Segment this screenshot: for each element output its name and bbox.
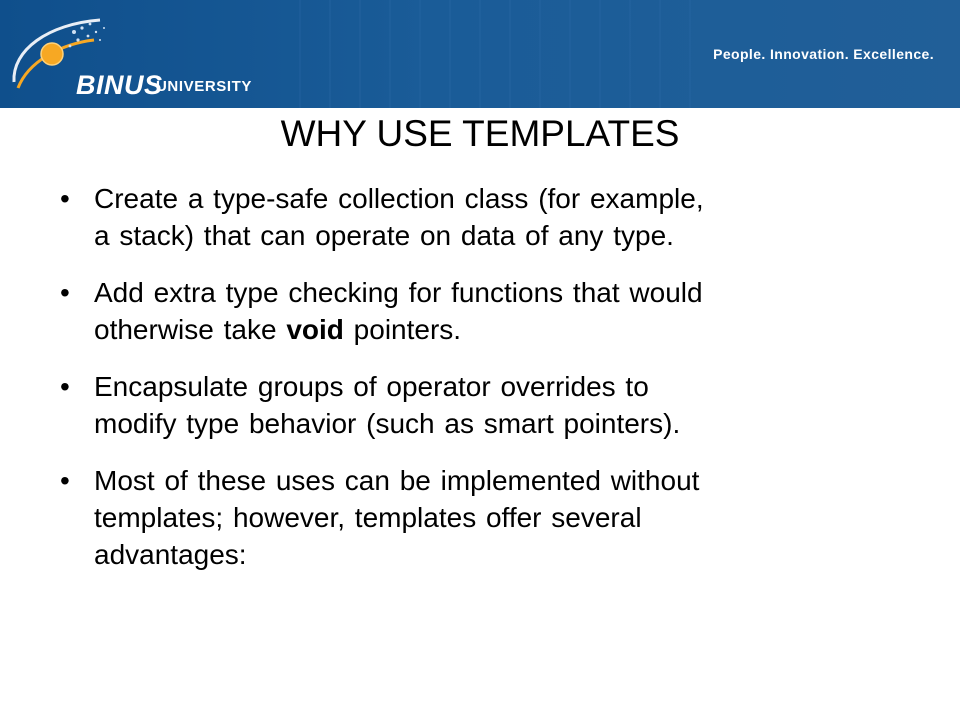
header-banner — [0, 0, 960, 108]
bullet-text-line: templates; however, templates offer several — [94, 502, 642, 533]
bullet-text-line: advantages: — [94, 539, 247, 570]
slide-title: WHY USE TEMPLATES — [280, 113, 680, 154]
header-tagline: People. Innovation. Excellence. — [713, 46, 934, 62]
bullet-list — [56, 180, 936, 593]
bullet-dot: • — [60, 277, 70, 308]
bullet-text-line: Most of these uses can be implemented without — [94, 465, 700, 496]
bullet-text-fragment: pointers. — [343, 314, 462, 345]
bullet-text-line: Create a type-safe collection class (for example, — [94, 183, 704, 214]
bullet-text-line: Add extra type checking for functions that would — [94, 277, 703, 308]
bullet-text-line: Encapsulate groups of operator overrides to — [94, 371, 649, 402]
binus-logo — [8, 10, 308, 102]
bullet-dot: • — [60, 371, 70, 402]
bullet-dot: • — [60, 183, 70, 214]
bullet-item — [56, 462, 936, 573]
bullet-item — [56, 368, 936, 442]
bullet-keyword-void: void — [286, 314, 344, 345]
logo-wordmark: BINUS — [76, 70, 163, 100]
bullet-text-line: a stack) that can operate on data of any type. — [94, 220, 674, 251]
bullet-item — [56, 180, 936, 254]
bullet-item — [56, 274, 936, 348]
bullet-dot: • — [60, 465, 70, 496]
bullet-text-fragment: otherwise take — [94, 314, 287, 345]
bullet-text-line: modify type behavior (such as smart pointers). — [94, 408, 681, 439]
bullet-text-line — [94, 311, 936, 348]
logo-subtitle: UNIVERSITY — [156, 78, 253, 95]
